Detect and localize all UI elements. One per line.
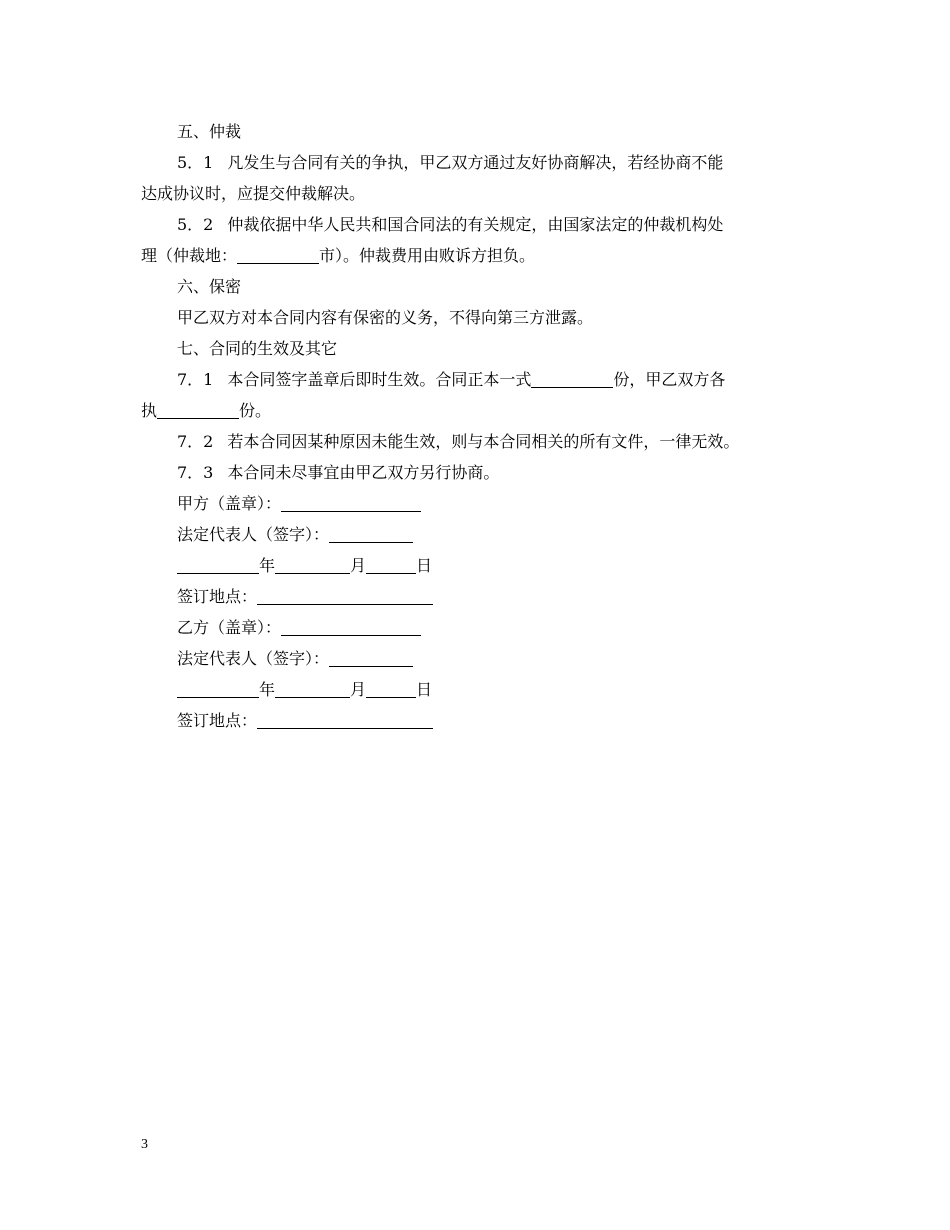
clause-5-1-text: 凡发生与合同有关的争执，甲乙双方通过友好协商解决，若经协商不能: [227, 153, 724, 172]
party-a-place-line: [141, 581, 821, 612]
party-a-rep-line: [141, 519, 821, 550]
clause-7-1-continued: [141, 395, 821, 426]
clause-5-2-text-suffix: 市）。仲裁费用由败诉方担负。: [319, 246, 536, 265]
clause-7-1-hold-suffix: 份。: [239, 401, 272, 420]
section-five-heading: [141, 116, 821, 147]
clause-7-1-text-prefix: 本合同签字盖章后即时生效。合同正本一式: [227, 370, 532, 389]
contract-body: [141, 116, 821, 736]
party-a-seal-blank: [281, 492, 421, 512]
party-b-day-blank: [366, 678, 416, 698]
party-a-date-line: [141, 550, 821, 581]
clause-7-1-number: 7．1: [177, 370, 214, 389]
party-a-place-label: 签订地点：: [177, 587, 258, 606]
party-b-place-blank: [257, 709, 433, 729]
party-b-place-line: [141, 705, 821, 736]
arbitration-city-blank: [237, 244, 319, 264]
section-six-heading: [141, 271, 821, 302]
clause-7-3-text: 本合同未尽事宜由甲乙双方另行协商。: [227, 463, 500, 482]
party-b-month-label: 月: [350, 680, 367, 699]
party-b-year-label: 年: [259, 680, 276, 699]
confidentiality-text: 甲乙双方对本合同内容有保密的义务，不得向第三方泄露。: [177, 308, 594, 327]
clause-5-2: [141, 209, 821, 240]
party-a-year-label: 年: [259, 556, 276, 575]
party-b-day-label: 日: [416, 680, 433, 699]
party-b-year-blank: [177, 678, 259, 698]
party-a-month-label: 月: [350, 556, 367, 575]
party-a-place-blank: [257, 585, 433, 605]
party-a-year-blank: [177, 554, 259, 574]
party-b-seal-line: [141, 612, 821, 643]
party-b-rep-label: 法定代表人（签字）：: [177, 649, 330, 668]
copies-each-blank: [157, 399, 239, 419]
clause-5-1-text-continued: 达成协议时，应提交仲裁解决。: [141, 184, 366, 203]
party-a-label: 甲方（盖章）：: [177, 494, 282, 513]
clause-7-2-number: 7．2: [177, 432, 214, 451]
clause-7-1-hold-prefix: 执: [141, 401, 158, 420]
clause-7-2-text: 若本合同因某种原因未能生效，则与本合同相关的所有文件，一律无效。: [227, 432, 740, 451]
party-a-month-blank: [275, 554, 350, 574]
clause-7-3: [141, 457, 821, 488]
party-b-rep-signature-blank: [329, 647, 413, 667]
party-a-seal-line: [141, 488, 821, 519]
clause-5-1-continued: [141, 178, 821, 209]
clause-5-2-text-prefix: 理（仲裁地：: [141, 246, 238, 265]
clause-5-1-number: 5．1: [177, 153, 214, 172]
section-seven-title: 七、合同的生效及其它: [177, 339, 338, 358]
clause-7-1-text-suffix: 份，甲乙双方各: [613, 370, 726, 389]
clause-5-2-continued: [141, 240, 821, 271]
clause-7-3-number: 7．3: [177, 463, 214, 482]
party-a-rep-signature-blank: [329, 523, 413, 543]
clause-7-1: [141, 364, 821, 395]
party-b-place-label: 签订地点：: [177, 711, 258, 730]
party-b-date-line: [141, 674, 821, 705]
party-b-label: 乙方（盖章）：: [177, 618, 282, 637]
section-six-body: [141, 302, 821, 333]
section-six-title: 六、保密: [177, 277, 242, 296]
clause-7-2: [141, 426, 821, 457]
copies-count-blank: [531, 368, 613, 388]
section-five-title: 五、仲裁: [177, 122, 242, 141]
party-a-day-blank: [366, 554, 416, 574]
party-b-month-blank: [275, 678, 350, 698]
party-b-rep-line: [141, 643, 821, 674]
clause-5-2-text: 仲裁依据中华人民共和国合同法的有关规定，由国家法定的仲裁机构处: [227, 215, 724, 234]
clause-5-2-number: 5．2: [177, 215, 214, 234]
page-number: 3: [141, 1137, 148, 1152]
party-a-rep-label: 法定代表人（签字）：: [177, 525, 330, 544]
party-b-seal-blank: [281, 616, 421, 636]
section-seven-heading: [141, 333, 821, 364]
party-a-day-label: 日: [416, 556, 433, 575]
clause-5-1: [141, 147, 821, 178]
